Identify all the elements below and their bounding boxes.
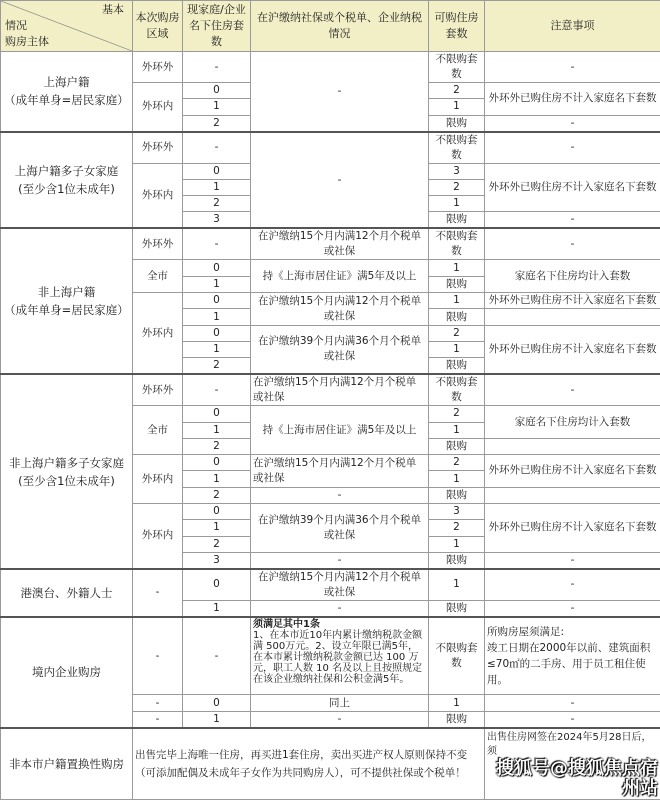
cell: 2 — [429, 83, 485, 99]
cell: - — [485, 374, 660, 406]
cell — [485, 487, 660, 503]
diagonal-header — [1, 1, 133, 52]
cell: 1 — [183, 422, 251, 438]
header-owned: 现家庭/企业名下住房套数 — [183, 1, 251, 52]
cell: 1 — [183, 341, 251, 357]
note-title: 所购房屋须满足: — [487, 624, 658, 640]
cell: 1 — [429, 196, 485, 212]
cell: 1 — [429, 260, 485, 276]
cell: 2 — [429, 520, 485, 536]
cell: 2 — [183, 536, 251, 552]
header-buyer: 购房主体 — [5, 35, 49, 49]
enterprise-note — [485, 617, 660, 695]
subject-sub: （成年单身=居民家庭） — [3, 91, 130, 109]
cell: 在沪缴纳15个月内满12个月个税单或社保 — [251, 374, 429, 406]
cell: 在沪缴纳15个月内满12个月个税单或社保 — [251, 228, 429, 260]
condition-body: 1、在本市近10年内累计缴纳税款金额满 500万元。2、设立年限已满5年，在本市累计缴纳税款金额已达 100 万元，职工人数 10 名及以上且按照规定在该企业缴纳社保和公积金满5年。 — [253, 630, 422, 685]
subject-sub: （成年单身=居民家庭） — [3, 301, 130, 319]
cell: - — [485, 552, 660, 569]
cell: - — [133, 711, 183, 728]
cell: 0 — [183, 83, 251, 99]
cell: - — [251, 487, 429, 503]
condition-title: 须满足其中1条 — [253, 619, 426, 630]
cell: - — [485, 212, 660, 229]
enterprise-conditions — [251, 617, 429, 695]
cell: - — [485, 228, 660, 260]
header-notes: 注意事项 — [485, 1, 660, 52]
cell: 家庭名下住房均计入套数 — [485, 260, 660, 293]
cell: 2 — [183, 438, 251, 454]
table-row — [1, 52, 660, 83]
subject: 非上海户籍多子女家庭 — [3, 454, 130, 472]
cell: 1 — [429, 471, 485, 487]
cell: 全市 — [133, 260, 183, 293]
cell: 1 — [183, 99, 251, 115]
cell: - — [485, 52, 660, 83]
cell: 0 — [183, 455, 251, 471]
subject: 非上海户籍 — [3, 283, 130, 301]
cell: 0 — [183, 163, 251, 179]
cell: 限购 — [429, 358, 485, 375]
cell: 外环内 — [133, 293, 183, 375]
subject-cell — [1, 52, 133, 132]
cell: 在沪缴纳39个月内满36个月个税单或社保 — [251, 325, 429, 374]
cell: 持《上海市居住证》满5年及以上 — [251, 406, 429, 455]
cell: 外环外已购住房不计入家庭名下套数 — [485, 455, 660, 488]
cell: 不限购套数 — [429, 228, 485, 260]
cell: 限购 — [429, 115, 485, 132]
cell: 限购 — [429, 552, 485, 569]
cell: 限购 — [429, 212, 485, 229]
header-allowed: 可购住房套数 — [429, 1, 485, 52]
watermark: 搜狐号@搜狐焦点宿州站 — [487, 759, 658, 799]
cell: 1 — [429, 99, 485, 115]
cell: - — [251, 132, 429, 229]
table-row — [1, 728, 660, 800]
cell — [485, 309, 660, 325]
cell: 2 — [429, 406, 485, 422]
cell: 0 — [183, 406, 251, 422]
cell: 外环外 — [133, 374, 183, 406]
cell: 3 — [183, 552, 251, 569]
cell: - — [485, 695, 660, 711]
header-area: 本次购房区域 — [133, 1, 183, 52]
cell: 2 — [183, 358, 251, 375]
cell: - — [251, 600, 429, 617]
cell: 外环外已购住房不计入家庭名下套数 — [485, 163, 660, 212]
subject-cell — [1, 132, 133, 229]
cell: 在沪缴纳15个月内满12个月个税单或社保 — [251, 569, 429, 601]
cell: 外环内 — [133, 455, 183, 504]
subject-cell: 港澳台、外籍人士 — [1, 569, 133, 617]
table-row — [1, 228, 660, 260]
cell: 外环内 — [133, 163, 183, 228]
cell: - — [251, 711, 429, 728]
cell: - — [133, 569, 183, 617]
header-situation: 情况 — [5, 19, 27, 33]
cell: 3 — [183, 212, 251, 229]
cell: 不限购套数 — [429, 617, 485, 695]
cell: 不限购套数 — [429, 132, 485, 164]
cell: 外环内 — [133, 83, 183, 132]
header-basic: 基本 — [102, 3, 124, 17]
cell: - — [183, 228, 251, 260]
cell: 外环外 — [133, 228, 183, 260]
cell: 限购 — [429, 276, 485, 292]
cell: 3 — [429, 504, 485, 520]
cell: - — [183, 374, 251, 406]
cell — [485, 438, 660, 454]
cell: 外环外已购住房不计入家庭名下套数 — [485, 293, 660, 309]
cell: 2 — [429, 455, 485, 471]
swap-note-cell — [485, 728, 660, 800]
cell: 限购 — [429, 600, 485, 617]
cell: 不限购套数 — [429, 52, 485, 83]
cell: 1 — [429, 536, 485, 552]
cell: 0 — [183, 293, 251, 309]
cell: 1 — [183, 276, 251, 292]
cell: 外环外 — [133, 52, 183, 83]
cell: - — [251, 552, 429, 569]
cell: - — [485, 569, 660, 601]
subject-sub: (至少含1位未成年) — [3, 180, 130, 198]
cell: - — [183, 132, 251, 164]
cell: 2 — [183, 196, 251, 212]
cell: 1 — [429, 695, 485, 711]
cell: 0 — [183, 695, 251, 711]
table-row — [1, 617, 660, 695]
cell: - — [485, 600, 660, 617]
cell: 外环外 — [133, 132, 183, 164]
table-row — [1, 132, 660, 164]
cell: 2 — [183, 115, 251, 132]
cell: 1 — [183, 520, 251, 536]
subject-cell — [1, 374, 133, 569]
cell: - — [183, 617, 251, 695]
table-row — [1, 569, 660, 601]
header-tax: 在沪缴纳社保或个税单、企业纳税情况 — [251, 1, 429, 52]
swap-rule: 出售完毕上海唯一住房，再买进1套住房，卖出买进产权人原则保持不变（可添加配偶及未成年子女作为共同购房人），可不提供社保或个税单！ — [133, 728, 485, 800]
cell: 3 — [429, 163, 485, 179]
cell: 0 — [183, 260, 251, 276]
cell: 0 — [183, 325, 251, 341]
cell: 外环外已购住房不计入家庭名下套数 — [485, 325, 660, 374]
cell: 不限购套数 — [429, 374, 485, 406]
cell: 限购 — [429, 487, 485, 503]
cell: 在沪缴纳39个月内满36个月个税单或社保 — [251, 504, 429, 553]
cell: - — [485, 132, 660, 164]
cell: 外环外已购住房不计入家庭名下套数 — [485, 504, 660, 553]
cell: 持《上海市居住证》满5年及以上 — [251, 260, 429, 293]
cell: 1 — [183, 600, 251, 617]
cell: - — [183, 52, 251, 83]
cell: 限购 — [429, 438, 485, 454]
cell: 1 — [429, 422, 485, 438]
cell: 2 — [183, 487, 251, 503]
cell: 1 — [429, 341, 485, 357]
cell: 同上 — [251, 695, 429, 711]
cell: 限购 — [429, 309, 485, 325]
subject-sub: (至少含1位未成年) — [3, 472, 130, 490]
cell: 限购 — [429, 711, 485, 728]
subject-cell — [1, 228, 133, 374]
cell: 1 — [183, 711, 251, 728]
cell: 外环内 — [133, 504, 183, 569]
cell: 1 — [183, 471, 251, 487]
cell: 0 — [183, 504, 251, 520]
cell: 外环外已购住房不计入家庭名下套数 — [485, 83, 660, 116]
cell: 1 — [429, 569, 485, 601]
cell: 1 — [429, 293, 485, 309]
cell: 全市 — [133, 406, 183, 455]
cell: - — [251, 52, 429, 132]
cell: - — [485, 115, 660, 132]
cell: 2 — [429, 179, 485, 195]
cell: 1 — [183, 309, 251, 325]
subject: 上海户籍 — [3, 73, 130, 91]
note-body: 竣工日期在2000年以前、建筑面积≤70㎡的二手房、用于员工租住使用。 — [487, 640, 658, 688]
header-row — [1, 1, 660, 52]
cell: 0 — [183, 569, 251, 601]
cell: 2 — [429, 325, 485, 341]
cell: 家庭名下住房均计入套数 — [485, 406, 660, 439]
subject-cell: 境内企业购房 — [1, 617, 133, 728]
cell: 在沪缴纳15个月内满12个月个税单或社保 — [251, 455, 429, 488]
swap-note: 出售住房网签在2024年5月28日后，须 — [487, 731, 658, 759]
table-row — [1, 374, 660, 406]
subject: 上海户籍多子女家庭 — [3, 162, 130, 180]
cell: - — [485, 711, 660, 728]
cell: 1 — [183, 179, 251, 195]
cell: 在沪缴纳15个月内满12个月个税单或社保 — [251, 293, 429, 326]
cell: - — [133, 695, 183, 711]
cell: - — [133, 617, 183, 695]
subject-cell: 非本市户籍置换性购房 — [1, 728, 133, 800]
